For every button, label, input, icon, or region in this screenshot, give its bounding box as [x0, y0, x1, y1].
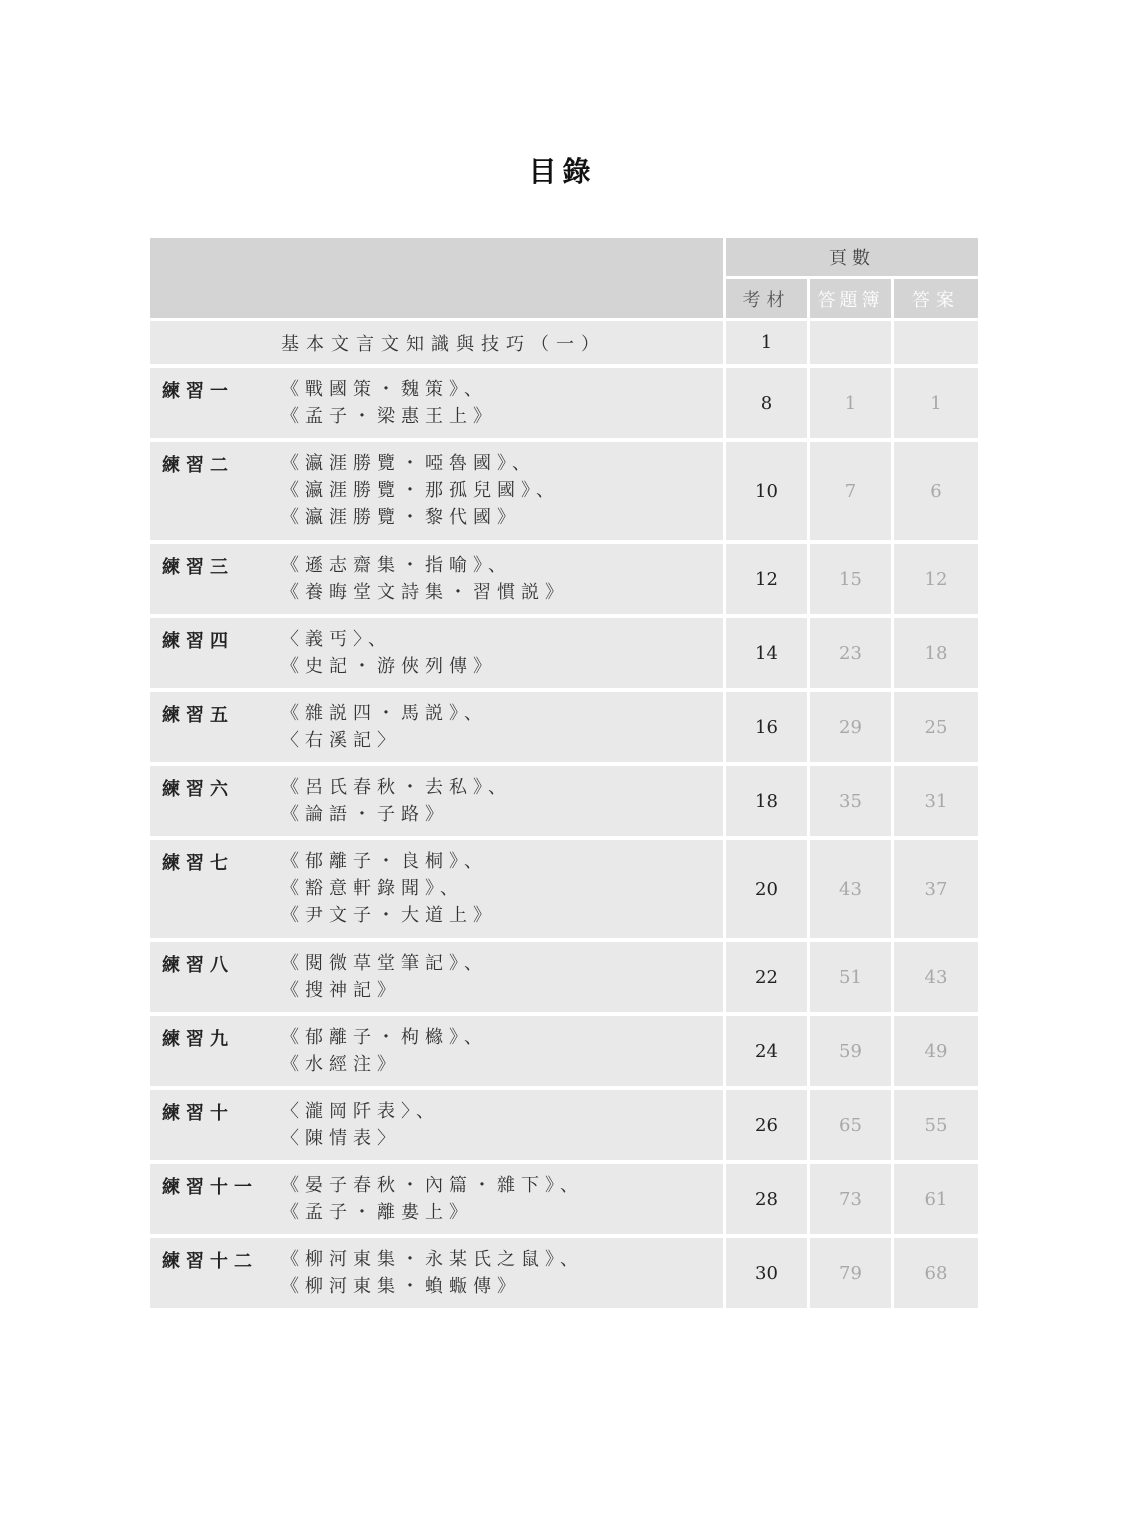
header-col-answer-book: 答題簿: [810, 279, 891, 318]
intro-page-exam: 1: [726, 321, 807, 364]
exercise-title-cell: [150, 766, 723, 836]
exercise-row: [150, 1090, 978, 1160]
exercise-row: [150, 442, 978, 540]
exercise-source-title: 《瀛涯勝覽・啞魯國》、: [281, 453, 536, 474]
exercise-source-title: 《雜説四・馬説》、: [281, 703, 488, 724]
exercise-label: 練習九: [162, 1029, 234, 1050]
exercise-source-list: [281, 950, 488, 1004]
header-col-exam: 考材: [726, 279, 807, 318]
exercise-source-title: 〈義丐〉、: [281, 629, 392, 650]
page-answers: 49: [894, 1016, 978, 1086]
page-answer-book: 1: [810, 368, 891, 438]
exercise-source-title: 《史記・游俠列傳》: [281, 656, 497, 677]
exercise-source-title: 《遜志齋集・指喻》、: [281, 555, 512, 576]
exercise-source-title: 《搜神記》: [281, 980, 401, 1001]
exercise-source-title: 《瀛涯勝覽・黎代國》: [281, 507, 521, 528]
page-answer-book: 59: [810, 1016, 891, 1086]
page-exam: 18: [726, 766, 807, 836]
exercise-source-list: [281, 774, 512, 828]
exercise-row: [150, 692, 978, 762]
intro-page-answers: [894, 321, 978, 364]
exercise-row: [150, 368, 978, 438]
page-answer-book: 51: [810, 942, 891, 1012]
exercise-source-list: [281, 1098, 440, 1152]
exercise-title-cell: [150, 368, 723, 438]
page-answer-book: 7: [810, 442, 891, 540]
exercise-source-list: [281, 626, 497, 680]
exercise-source-list: [281, 552, 569, 606]
exercise-source-title: 《瀛涯勝覽・那孤兒國》、: [281, 480, 560, 501]
exercise-source-title: 《郁離子・枸櫞》、: [281, 1027, 488, 1048]
page-exam: 22: [726, 942, 807, 1012]
exercise-title-cell: [150, 692, 723, 762]
page-answer-book: 73: [810, 1164, 891, 1234]
exercise-source-title: 《水經注》: [281, 1054, 401, 1075]
page-exam: 20: [726, 840, 807, 938]
exercise-source-title: 《柳河東集・蝜蝂傳》: [281, 1276, 521, 1297]
exercise-label: 練習一: [162, 381, 234, 402]
page-answer-book: 29: [810, 692, 891, 762]
page-exam: 12: [726, 544, 807, 614]
intro-title: 基本文言文知識與技巧（一）: [281, 333, 606, 355]
intro-title-cell: [150, 321, 723, 364]
exercise-title-cell: [150, 1164, 723, 1234]
exercise-label: 練習五: [162, 705, 234, 726]
page-exam: 14: [726, 618, 807, 688]
page-answers: 37: [894, 840, 978, 938]
exercise-label: 練習六: [162, 779, 234, 800]
page-title: 目錄: [528, 155, 597, 188]
exercise-row: [150, 766, 978, 836]
exercise-label: 練習二: [162, 455, 234, 476]
exercise-row: [150, 1238, 978, 1308]
intro-page-answer-book: [810, 321, 891, 364]
exercise-source-title: 《豁意軒錄聞》、: [281, 878, 464, 899]
exercise-label: 練習三: [162, 557, 234, 578]
exercise-source-list: [281, 700, 488, 754]
exercise-source-title: 〈右溪記〉: [281, 730, 401, 751]
page-answers: 43: [894, 942, 978, 1012]
page-answer-book: 35: [810, 766, 891, 836]
page-exam: 30: [726, 1238, 807, 1308]
intro-row: [150, 321, 978, 364]
page-answer-book: 79: [810, 1238, 891, 1308]
exercise-source-title: 《郁離子・良桐》、: [281, 851, 488, 872]
header-col-answers: 答案: [894, 279, 978, 318]
exercise-source-list: [281, 450, 560, 531]
page-exam: 16: [726, 692, 807, 762]
exercise-label: 練習十一: [162, 1177, 258, 1198]
exercise-title-cell: [150, 942, 723, 1012]
exercise-title-cell: [150, 618, 723, 688]
page-answers: 25: [894, 692, 978, 762]
exercise-row: [150, 840, 978, 938]
exercise-source-title: 《論語・子路》: [281, 804, 449, 825]
exercise-label: 練習四: [162, 631, 234, 652]
exercise-list: [150, 368, 978, 1308]
exercise-title-cell: [150, 442, 723, 540]
page-answers: 18: [894, 618, 978, 688]
exercise-source-title: 《晏子春秋・內篇・雜下》、: [281, 1175, 584, 1196]
page-answer-book: 15: [810, 544, 891, 614]
page-answers: 68: [894, 1238, 978, 1308]
exercise-source-title: 〈陳情表〉: [281, 1128, 401, 1149]
page-answer-book: 65: [810, 1090, 891, 1160]
page-answers: 61: [894, 1164, 978, 1234]
exercise-title-cell: [150, 544, 723, 614]
exercise-row: [150, 1016, 978, 1086]
page-exam: 10: [726, 442, 807, 540]
exercise-row: [150, 618, 978, 688]
page-answers: 6: [894, 442, 978, 540]
exercise-source-title: 《養晦堂文詩集・習慣説》: [281, 582, 569, 603]
exercise-label: 練習七: [162, 853, 234, 874]
exercise-source-list: [281, 1024, 488, 1078]
header-pages-label: 頁數: [726, 238, 978, 276]
exercise-source-title: 《戰國策・魏策》、: [281, 379, 488, 400]
exercise-label: 練習十: [162, 1103, 234, 1124]
page-exam: 24: [726, 1016, 807, 1086]
page-answer-book: 43: [810, 840, 891, 938]
exercise-row: [150, 942, 978, 1012]
exercise-source-list: [281, 1246, 584, 1300]
page-exam: 28: [726, 1164, 807, 1234]
exercise-label: 練習十二: [162, 1251, 258, 1272]
page-answers: 12: [894, 544, 978, 614]
exercise-row: [150, 1164, 978, 1234]
exercise-label: 練習八: [162, 955, 234, 976]
exercise-source-list: [281, 1172, 584, 1226]
exercise-source-list: [281, 376, 497, 430]
exercise-source-title: 《柳河東集・永某氏之鼠》、: [281, 1249, 584, 1270]
page-exam: 8: [726, 368, 807, 438]
header-blank-cell: [150, 238, 723, 318]
exercise-source-title: 〈瀧岡阡表〉、: [281, 1101, 440, 1122]
page-answers: 1: [894, 368, 978, 438]
page-answers: 55: [894, 1090, 978, 1160]
exercise-source-title: 《尹文子・大道上》: [281, 905, 497, 926]
exercise-source-title: 《閱微草堂筆記》、: [281, 953, 488, 974]
exercise-title-cell: [150, 1090, 723, 1160]
page-answers: 31: [894, 766, 978, 836]
exercise-title-cell: [150, 1238, 723, 1308]
toc-table: [150, 238, 978, 1312]
exercise-source-title: 《孟子・梁惠王上》: [281, 406, 497, 427]
page-answer-book: 23: [810, 618, 891, 688]
exercise-title-cell: [150, 1016, 723, 1086]
exercise-source-title: 《呂氏春秋・去私》、: [281, 777, 512, 798]
exercise-source-title: 《孟子・離婁上》: [281, 1202, 473, 1223]
exercise-title-cell: [150, 840, 723, 938]
exercise-row: [150, 544, 978, 614]
page-exam: 26: [726, 1090, 807, 1160]
exercise-source-list: [281, 848, 497, 929]
table-header: [150, 238, 978, 318]
